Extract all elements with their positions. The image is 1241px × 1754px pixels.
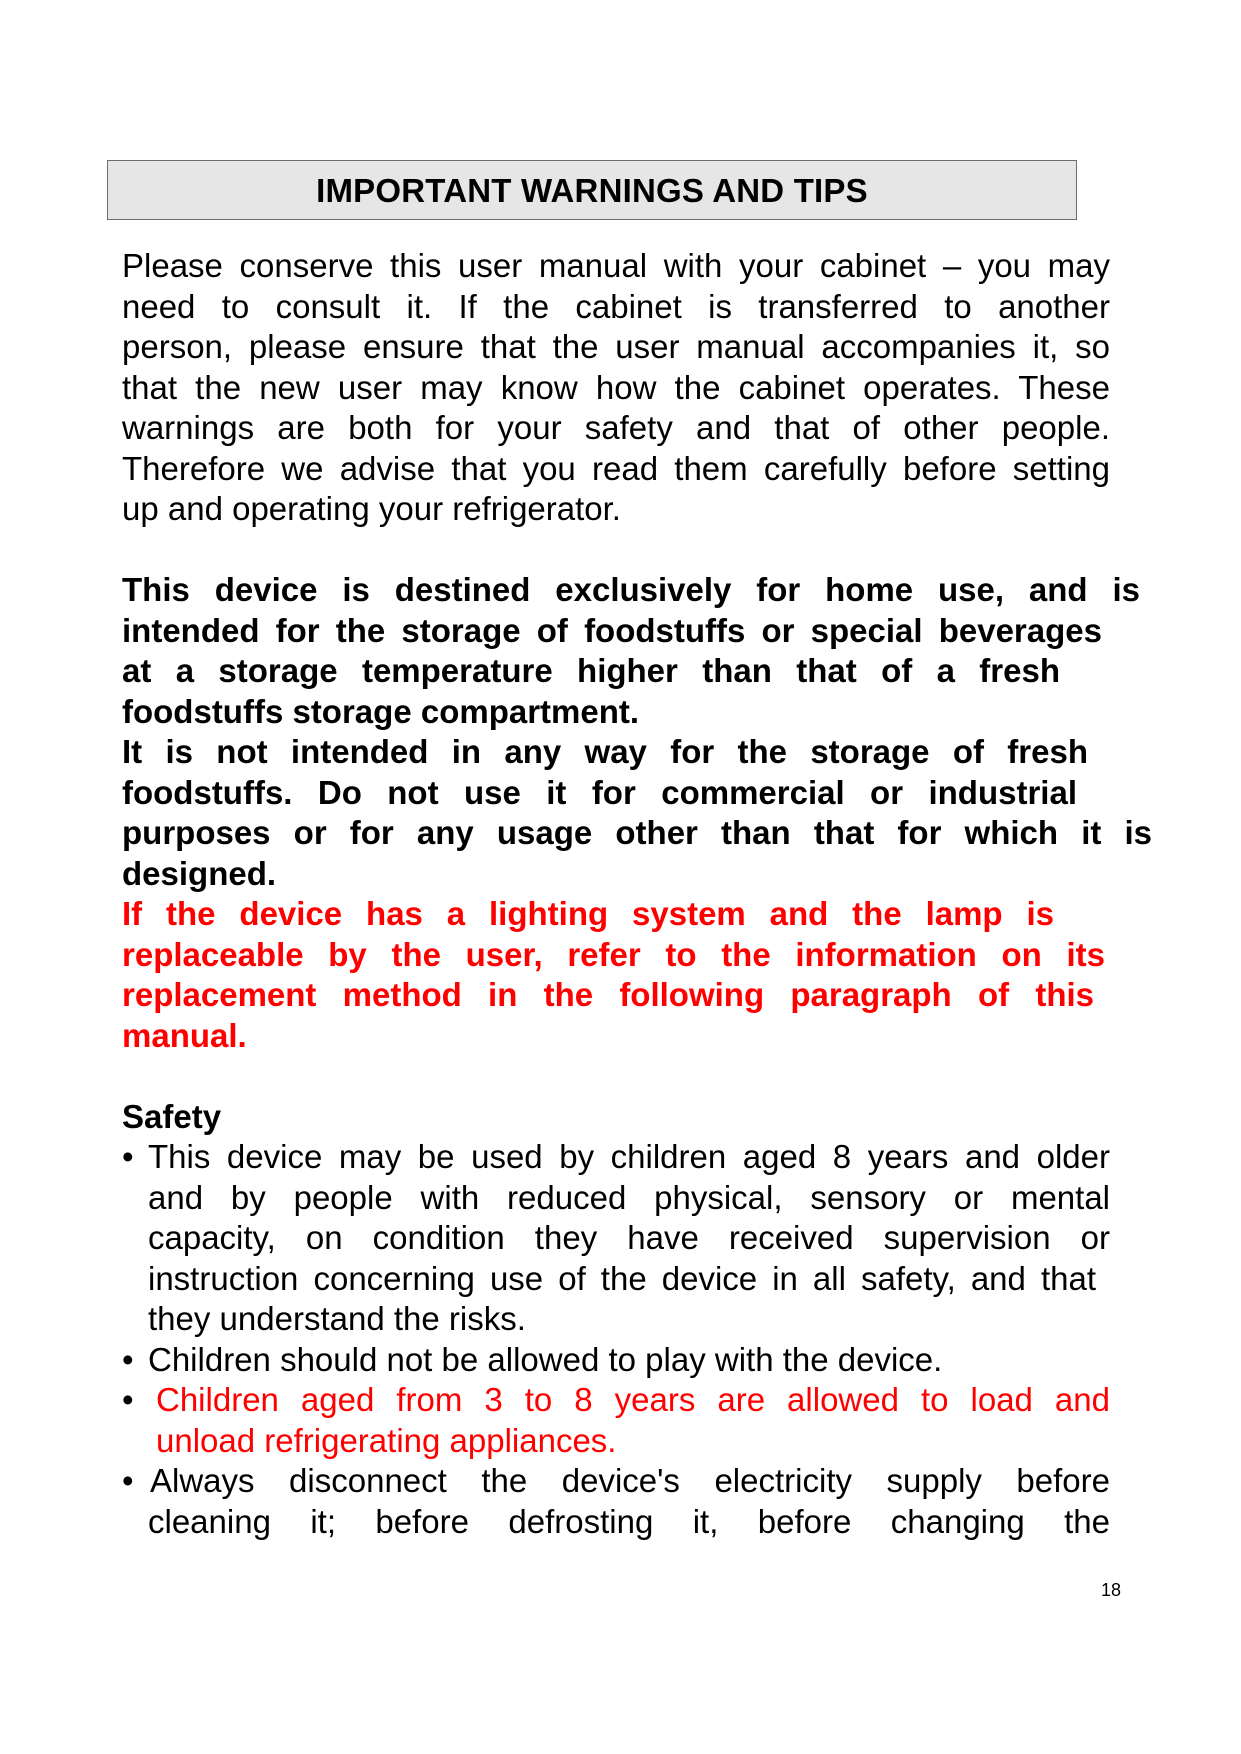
usage-line: at a storage temperature higher than that of a fresh — [122, 652, 1060, 689]
lamp-notice-line: replaceable by the user, refer to the information on its — [122, 935, 1105, 973]
list-item — [122, 1461, 1152, 1542]
page-number: 18 — [1100, 1580, 1121, 1600]
lamp-notice-line: manual. — [122, 1016, 247, 1054]
list-item-line: cleaning it; before defrosting it, before changing the — [148, 1502, 1110, 1540]
usage-line: intended for the storage of foodstuffs or special beverages — [122, 611, 1102, 649]
list-item — [122, 1137, 1152, 1340]
list-item-line: instruction concerning use of the device in all safety, and that — [148, 1259, 1096, 1297]
intro-paragraph — [122, 246, 1110, 530]
list-item — [122, 1340, 1152, 1381]
list-item-line: unload refrigerating appliances. — [156, 1421, 617, 1459]
intro-line: that the new user may know how the cabinet operates. These — [122, 368, 1110, 406]
list-item-line: and by people with reduced physical, sensory or mental — [148, 1178, 1110, 1216]
bullet-icon: • — [122, 1340, 134, 1378]
usage-line: It is not intended in any way for the storage of fresh — [122, 733, 1088, 770]
page-content — [122, 246, 1152, 1542]
usage-paragraph — [122, 570, 1152, 894]
section-header-box — [107, 160, 1077, 220]
intro-line: Please conserve this user manual with your cabinet – you may — [122, 247, 1110, 284]
usage-line: purposes or for any usage other than that for which it is — [122, 814, 1152, 851]
intro-line: Therefore we advise that you read them carefully before setting — [122, 449, 1110, 487]
bullet-icon: • — [122, 1381, 134, 1418]
list-item-line: Children aged from 3 to 8 years are allowed to load and — [156, 1381, 1110, 1418]
intro-line: up and operating your refrigerator. — [122, 490, 621, 527]
section-title: IMPORTANT WARNINGS AND TIPS — [316, 172, 868, 209]
lamp-notice — [122, 894, 1152, 1056]
bullet-icon: • — [122, 1138, 134, 1175]
list-item-line: Always disconnect the device's electricity supply before — [150, 1462, 1110, 1499]
paragraph-gap — [122, 1056, 1152, 1097]
list-item-line: Children should not be allowed to play with the device. — [148, 1340, 943, 1378]
paragraph-gap — [122, 530, 1152, 571]
list-item — [122, 1380, 1152, 1461]
safety-list — [122, 1137, 1152, 1542]
usage-line: foodstuffs. Do not use it for commercial or industrial — [122, 773, 1077, 811]
lamp-notice-line: replacement method in the following paragraph of this — [122, 976, 1094, 1013]
usage-line: designed. — [122, 854, 277, 892]
list-item-line: This device may be used by children aged 8 years and older — [148, 1138, 1110, 1175]
lamp-notice-line: If the device has a lighting system and the lamp is — [122, 895, 1054, 932]
intro-line: need to consult it. If the cabinet is transferred to another — [122, 287, 1110, 325]
list-item-line: they understand the risks. — [148, 1300, 526, 1337]
usage-line: This device is destined exclusively for home use, and is — [122, 571, 1140, 608]
usage-line: foodstuffs storage compartment. — [122, 692, 640, 730]
intro-line: warnings are both for your safety and that of other people. — [122, 409, 1110, 446]
safety-heading: Safety — [122, 1097, 222, 1135]
intro-line: person, please ensure that the user manual accompanies it, so — [122, 328, 1110, 365]
list-item-line: capacity, on condition they have received supervision or — [148, 1219, 1110, 1256]
bullet-icon: • — [122, 1462, 134, 1499]
